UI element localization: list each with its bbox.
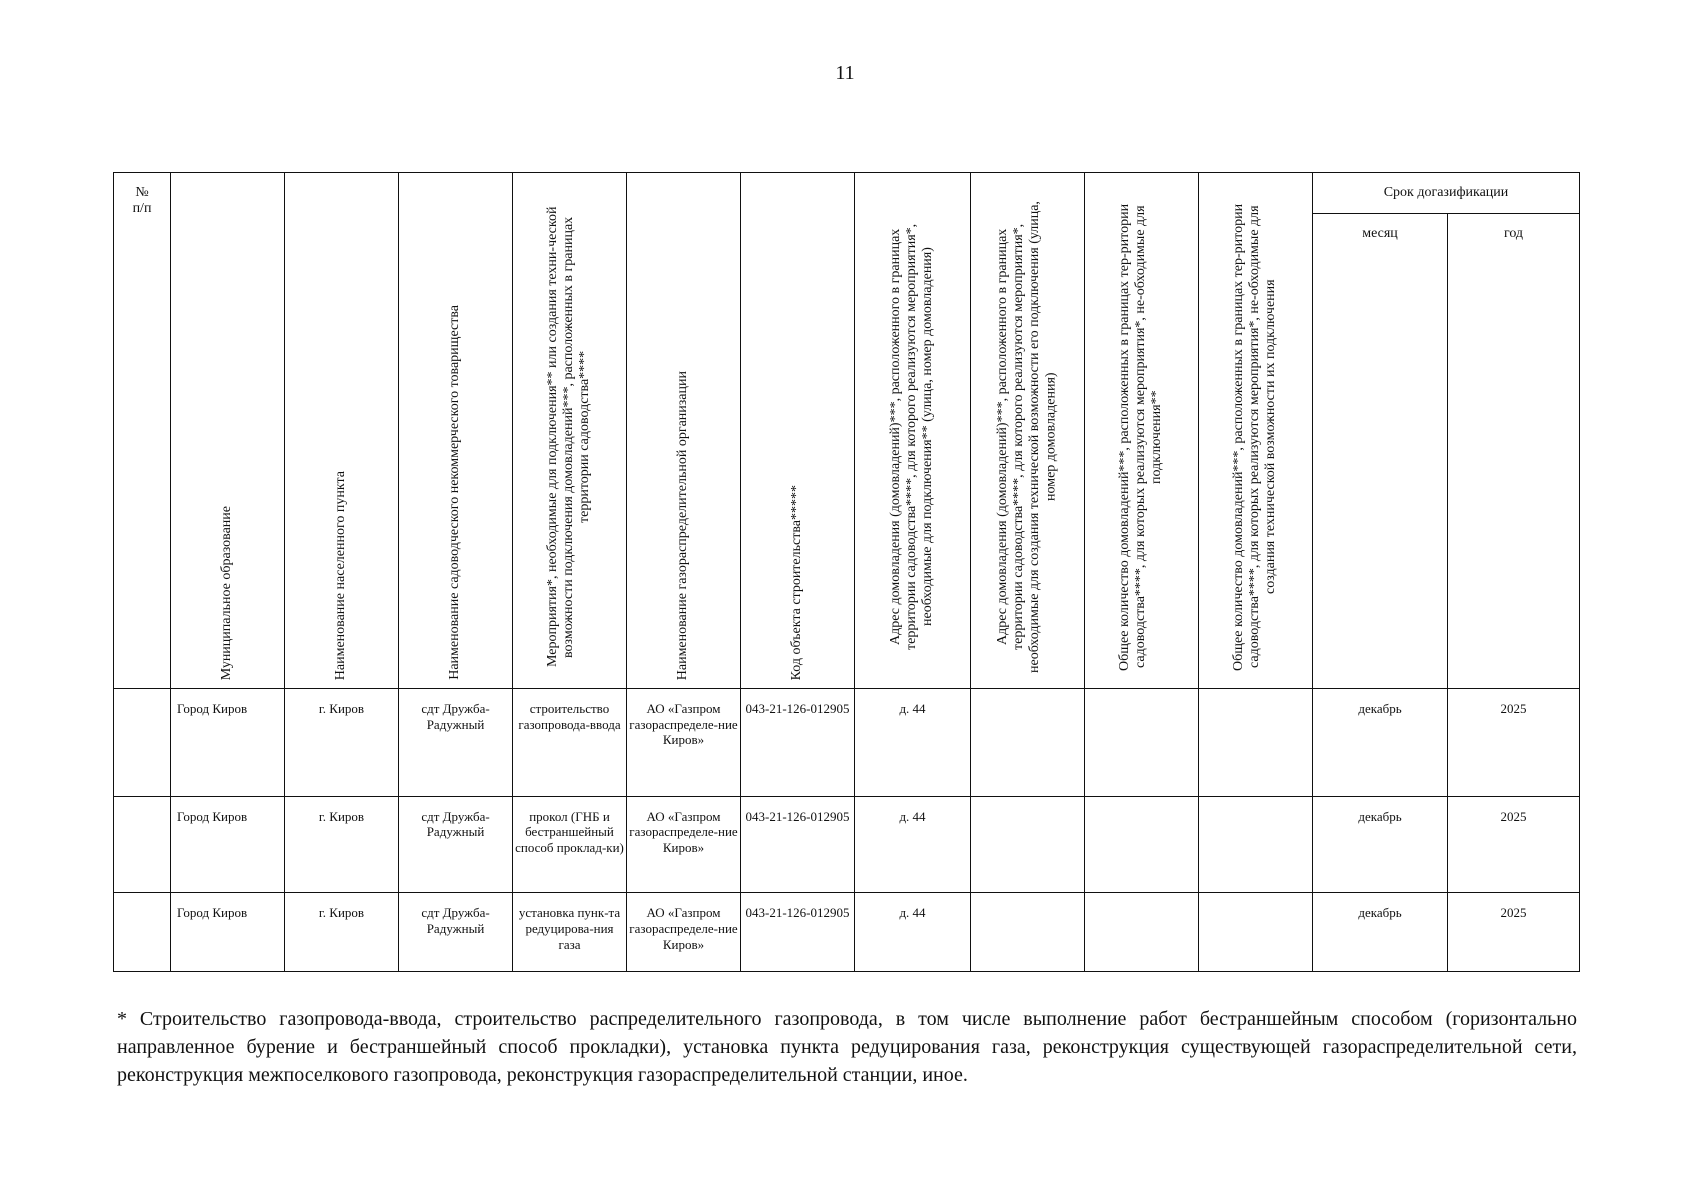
cell-num — [114, 689, 171, 797]
cell-municipality: Город Киров — [171, 689, 285, 797]
gasification-table — [113, 172, 1580, 972]
header-month: месяц — [1313, 214, 1448, 689]
cell-num — [114, 893, 171, 972]
cell-settlement: г. Киров — [285, 893, 399, 972]
header-snt-text: Наименование садоводческого некоммерческого товарищества — [447, 305, 463, 680]
cell-count-connect — [1085, 796, 1199, 893]
cell-num — [114, 796, 171, 893]
cell-address-tech — [971, 796, 1085, 893]
header-count-tech-text: Общее количество домовладений***, расположенных в границах тер-ритории садоводства****, для которых реализуются мероприятия*, не-обходимые для создания технической возможности их подключения — [1231, 203, 1279, 671]
cell-snt: сдт Дружба-Радужный — [399, 893, 513, 972]
footnote: * Строительство газопровода-ввода, строительство распределительного газопровода, в том числе выполнение работ бестраншейным способом (горизонтально направленное бурение и бестраншейный способ прокладки), установка пункта редуцирования газа, реконструкция существующей газораспределительной сети, реконструкция межпоселкового газопровода, реконструкция газораспределительной станции, иное. — [117, 1008, 1577, 1086]
header-code-text: Код объекта строительства***** — [789, 484, 805, 680]
cell-year: 2025 — [1448, 689, 1580, 797]
cell-month: декабрь — [1313, 893, 1448, 972]
cell-gdo: АО «Газпром газораспределе-ние Киров» — [627, 796, 741, 893]
header-settlement — [285, 173, 399, 689]
cell-address-connect: д. 44 — [855, 796, 971, 893]
cell-year: 2025 — [1448, 893, 1580, 972]
cell-count-tech — [1199, 689, 1313, 797]
cell-gdo: АО «Газпром газораспределе-ние Киров» — [627, 893, 741, 972]
cell-measure: установка пунк-та редуцирова-ния газа — [513, 893, 627, 972]
header-address-connect — [855, 173, 971, 689]
table-row — [114, 893, 1580, 972]
cell-address-tech — [971, 893, 1085, 972]
header-measures — [513, 173, 627, 689]
cell-month: декабрь — [1313, 689, 1448, 797]
cell-code: 043-21-126-012905 — [741, 689, 855, 797]
header-srok: Срок догазификации — [1313, 173, 1580, 214]
cell-count-tech — [1199, 796, 1313, 893]
cell-count-connect — [1085, 893, 1199, 972]
cell-settlement: г. Киров — [285, 689, 399, 797]
header-count-connect — [1085, 173, 1199, 689]
cell-gdo: АО «Газпром газораспределе-ние Киров» — [627, 689, 741, 797]
cell-year: 2025 — [1448, 796, 1580, 893]
cell-municipality: Город Киров — [171, 893, 285, 972]
header-address-connect-text: Адрес домовладения (домовладений)***, расположенного в границах территории садоводства****, для которого реализуются мероприятия*, необходимые для подключения** (улица, номер домовладения) — [888, 223, 936, 651]
header-code — [741, 173, 855, 689]
cell-code: 043-21-126-012905 — [741, 796, 855, 893]
cell-code: 043-21-126-012905 — [741, 893, 855, 972]
cell-measure: строительство газопровода-ввода — [513, 689, 627, 797]
header-count-connect-text: Общее количество домовладений***, расположенных в границах тер-ритории садоводства****, для которых реализуются мероприятия*, не-обходимые для подключения** — [1117, 203, 1165, 671]
header-num-text: № п/п — [132, 185, 152, 217]
header-year: год — [1448, 214, 1580, 689]
cell-address-connect: д. 44 — [855, 893, 971, 972]
cell-month: декабрь — [1313, 796, 1448, 893]
header-address-tech-text: Адрес домовладения (домовладений)***, расположенного в границах территории садоводства****, для которого реализуются мероприятия*, необходимые для создания технической возможности его подключения (улица, номер домовладения) — [995, 201, 1059, 673]
header-gdo — [627, 173, 741, 689]
header-gdo-text: Наименование газораспределительной организации — [675, 370, 691, 680]
header-municipality-text: Муниципальное образование — [219, 505, 235, 680]
header-measures-text: Мероприятия*, необходимые для подключения** или создания техни-ческой возможности подключения домовладений***, расположенных в границах территории садоводства**** — [545, 206, 593, 668]
cell-count-connect — [1085, 689, 1199, 797]
page-number: 11 — [835, 62, 855, 84]
cell-snt: сдт Дружба-Радужный — [399, 796, 513, 893]
cell-address-connect: д. 44 — [855, 689, 971, 797]
cell-count-tech — [1199, 893, 1313, 972]
header-count-tech — [1199, 173, 1313, 689]
header-settlement-text: Наименование населенного пункта — [333, 470, 349, 680]
header-municipality — [171, 173, 285, 689]
table-row — [114, 796, 1580, 893]
cell-settlement: г. Киров — [285, 796, 399, 893]
header-snt — [399, 173, 513, 689]
cell-measure: прокол (ГНБ и бестраншейный способ проклад-ки) — [513, 796, 627, 893]
cell-address-tech — [971, 689, 1085, 797]
header-num — [114, 173, 171, 689]
cell-snt: сдт Дружба-Радужный — [399, 689, 513, 797]
table-row — [114, 689, 1580, 797]
header-address-tech — [971, 173, 1085, 689]
cell-municipality: Город Киров — [171, 796, 285, 893]
